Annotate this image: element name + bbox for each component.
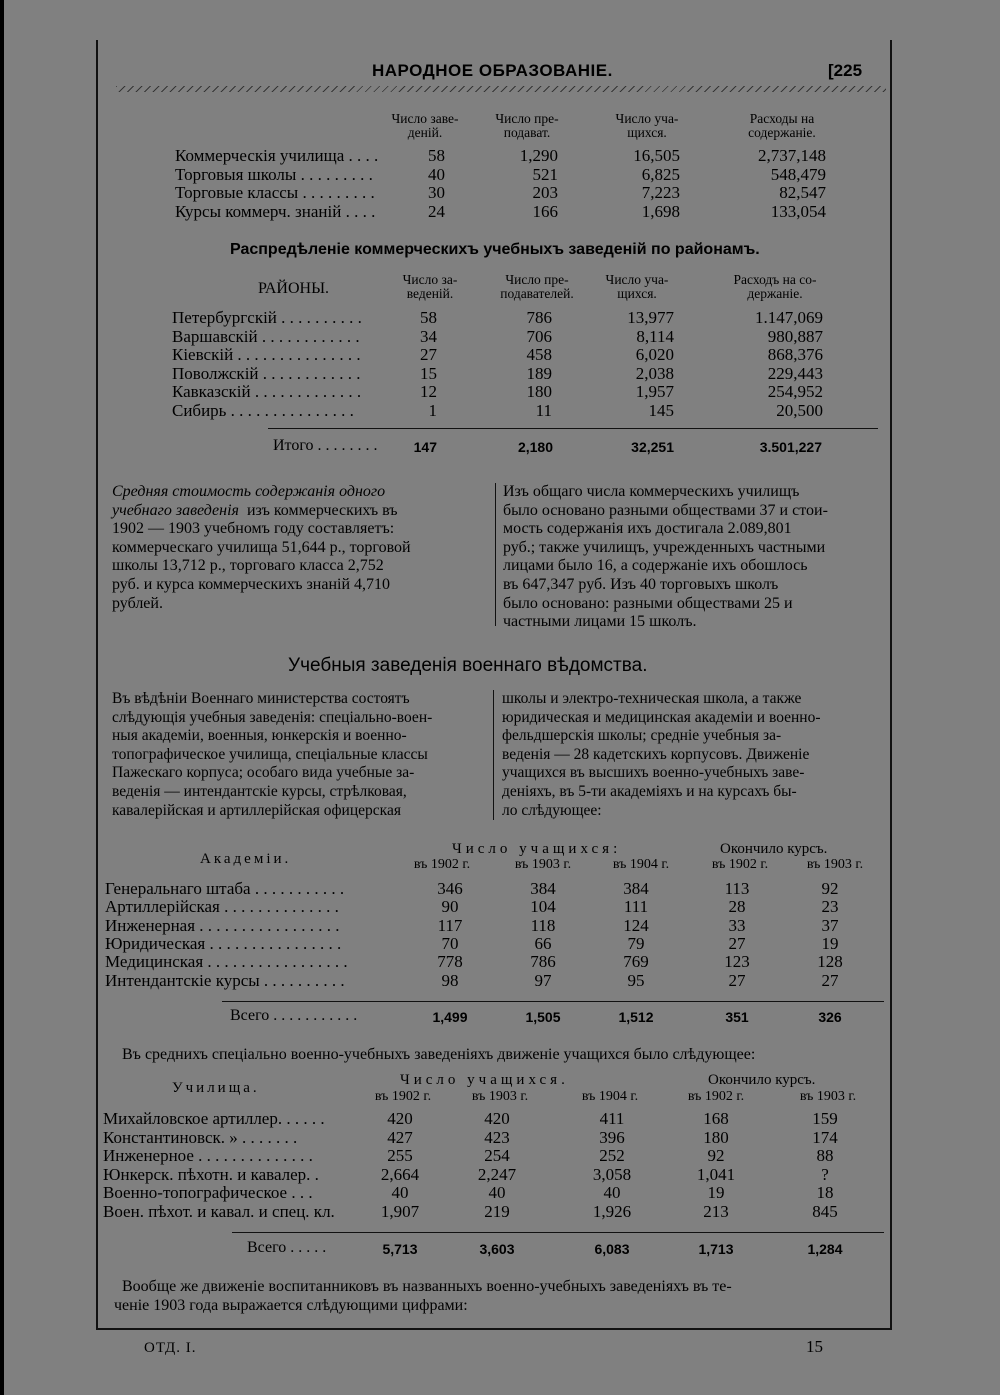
table-cell: 123 — [724, 952, 750, 972]
table-cell: 396 — [599, 1127, 625, 1147]
paragraph-line: ныя академіи, военныя, юнкерскія и военно- — [112, 727, 407, 745]
table-cell: 70 — [441, 933, 459, 953]
table-cell: 706 — [526, 326, 552, 346]
column-group-header: Число учащихся: — [452, 841, 622, 857]
paragraph-military-left — [112, 690, 490, 820]
table-cell: 458 — [526, 345, 552, 365]
table-cell: 33 — [728, 915, 746, 935]
table-cell: 19 — [707, 1183, 725, 1202]
total-label: Итого . . . . . . . . — [273, 437, 378, 454]
table-cell: 111 — [623, 897, 649, 917]
paragraph-line: мость содержанія ихъ достигала 2.089,801 — [503, 520, 792, 538]
paragraph-line: коммерческаго училища 51,644 р., торговой — [112, 538, 411, 556]
column-header: въ 1903 г. — [514, 857, 572, 872]
table-cell: 254 — [484, 1146, 510, 1165]
row-label: Военно-топографическое . . . — [103, 1183, 313, 1202]
total-cell: 1,512 — [618, 1009, 654, 1025]
table-cell: 521 — [532, 164, 558, 184]
table-cell: 1,907 — [380, 1201, 420, 1221]
header-ornament — [116, 86, 886, 92]
total-cell: 1,713 — [698, 1241, 734, 1257]
table-cell: 88 — [816, 1146, 834, 1165]
table-cell: 37 — [821, 915, 839, 935]
column-header: Число уча- щихся. — [605, 272, 669, 301]
paragraph-line: Въ вѣдѣніи Военнаго министерства состоятъ — [112, 690, 410, 707]
paragraph-line: ло слѣдующее: — [502, 801, 602, 819]
table-cell: 97 — [534, 970, 552, 990]
table-cell: 252 — [599, 1146, 625, 1165]
table-cell: 2,247 — [477, 1164, 517, 1184]
table-cell: 117 — [437, 915, 463, 935]
column-header: въ 1904 г. — [612, 857, 670, 872]
table-cell: 168 — [703, 1109, 729, 1128]
paragraph-line: кавалерійская и артиллерійская офицерская — [112, 801, 401, 819]
row-label: Инженерная . . . . . . . . . . . . . . . . . — [105, 915, 340, 935]
table-cell: 420 — [387, 1109, 413, 1128]
paragraph-line: веденія — 28 кадетскихъ корпусовъ. Движеніе — [502, 745, 810, 763]
paragraph-line: фельдшерскія школы; средніе учебныя за- — [502, 727, 782, 745]
column-header: въ 1903 г. — [471, 1089, 529, 1104]
table-cell: 58 — [428, 146, 445, 165]
table-cell: 1 — [428, 401, 437, 420]
table-cell: 19 — [821, 933, 839, 953]
table-cell: 118 — [530, 915, 556, 935]
table-cell: 124 — [623, 915, 649, 935]
table-cell: 66 — [534, 933, 552, 953]
paragraph-line: въ 647,347 руб. Изъ 40 торговыхъ школъ — [503, 575, 779, 593]
table-cell: 2,664 — [380, 1164, 420, 1184]
table-cell: 30 — [428, 183, 445, 202]
table-cell: 145 — [648, 401, 674, 420]
table-cell: 180 — [703, 1127, 729, 1147]
column-header: Число пре- подават. — [495, 111, 559, 140]
table-cell: 1,290 — [519, 146, 558, 165]
row-label: Торговые классы . . . . . . . . . — [175, 183, 375, 202]
table-cell: 18 — [816, 1183, 834, 1202]
paragraph-line: деніяхъ, въ 5-ти академіяхъ и на курсахъ бы- — [502, 782, 797, 800]
column-header: Число заве- деній. — [391, 111, 459, 140]
table-cell: 23 — [821, 897, 839, 917]
table-cell: 8,114 — [636, 326, 674, 346]
column-header: въ 1902 г. — [711, 857, 769, 872]
row-header: Училища. — [172, 1080, 260, 1096]
total-cell: 3.501,227 — [759, 439, 822, 455]
paragraph-line: Вообще же движеніе воспитанниковъ въ названныхъ военно-учебныхъ заведеніяхъ въ те- — [122, 1278, 732, 1295]
table-cell: 346 — [437, 879, 463, 898]
table-cell: 24 — [428, 201, 445, 221]
column-header: Расходъ на со- держаніе. — [733, 272, 817, 301]
table-cell: 34 — [420, 326, 437, 346]
column-header: въ 1902 г. — [374, 1089, 432, 1104]
table-cell: 133,054 — [770, 201, 826, 221]
paragraph-military-right — [502, 690, 886, 820]
total-rule — [268, 428, 878, 429]
district-table-title: Распредѣленіе коммерческихъ учебныхъ заведеній по районамъ. — [230, 241, 760, 258]
table-cell: 411 — [599, 1109, 625, 1128]
paragraph-line: изъ коммерческихъ въ — [246, 501, 398, 519]
paragraph-line: школы 13,712 р., торговаго класса 2,752 — [112, 557, 384, 575]
paragraph-line: лицами было 16, а содержаніе ихъ обошлось — [503, 557, 808, 575]
table-cell: 90 — [441, 897, 459, 917]
paragraph-line: было основано: разными обществами 25 и — [503, 594, 793, 612]
total-cell: 6,083 — [594, 1241, 630, 1257]
column-divider — [495, 483, 496, 626]
table-cell: 40 — [603, 1183, 621, 1202]
table-cell: 92 — [707, 1146, 725, 1165]
table-cell: 180 — [526, 382, 552, 402]
table-cell: 229,443 — [767, 363, 823, 383]
table-cell: 423 — [484, 1127, 510, 1147]
column-header: Расходы на содержаніе. — [748, 111, 816, 140]
table-cell: 82,547 — [779, 183, 826, 202]
table-cell: 11 — [535, 401, 552, 420]
table-cell: 2,038 — [635, 363, 674, 383]
paragraph-line: рублей. — [112, 594, 163, 612]
column-header: въ 1903 г. — [806, 857, 864, 872]
table-cell: 174 — [812, 1127, 838, 1147]
table-cell: 219 — [484, 1201, 510, 1221]
table-cell: 1,041 — [696, 1164, 736, 1184]
paragraph-line: веденія — интендантскіе курсы, стрѣлковая, — [112, 782, 407, 800]
table-cell: 980,887 — [767, 326, 823, 346]
row-label: Сибирь . . . . . . . . . . . . . . . — [172, 401, 354, 420]
column-divider — [493, 690, 494, 820]
row-label: Кавказскій . . . . . . . . . . . . . — [172, 382, 362, 402]
column-group-header: Окончило курсъ. — [720, 841, 828, 857]
table-cell: 27 — [821, 970, 839, 990]
total-cell: 351 — [725, 1009, 749, 1025]
table-cell: 20,500 — [776, 401, 823, 420]
footer-page-number: 15 — [806, 1337, 823, 1356]
paragraph-cost-lead-1: Средняя стоимость содержанія одного — [112, 483, 386, 500]
row-header: Академіи. — [200, 851, 292, 867]
page-number: [225 — [828, 61, 863, 80]
total-cell: 5,713 — [382, 1241, 418, 1257]
table-cell: 189 — [526, 363, 552, 383]
table-cell: 427 — [387, 1127, 413, 1147]
table-cell: 255 — [387, 1146, 413, 1165]
table-cell: 384 — [623, 879, 649, 898]
table-cell: 128 — [817, 952, 843, 972]
row-label: Петербургскій . . . . . . . . . . — [172, 308, 362, 327]
row-label: Генеральнаго штаба . . . . . . . . . . . — [105, 879, 345, 898]
paragraph-foundation — [503, 483, 885, 632]
table-cell: 28 — [728, 897, 746, 917]
table-cell: 203 — [532, 183, 558, 202]
row-header: РАЙОНЫ. — [258, 280, 330, 297]
paragraph-line: руб.; также училищъ, учрежденныхъ частными — [503, 538, 826, 556]
table-cell: 6,825 — [641, 164, 680, 184]
section-title-military: Учебныя заведенія военнаго вѣдомства. — [288, 655, 648, 676]
total-cell: 1,499 — [432, 1009, 468, 1025]
row-label: Интендантскіе курсы . . . . . . . . . . — [105, 970, 345, 990]
table-cell: 104 — [530, 897, 556, 917]
table-cell: 868,376 — [767, 345, 823, 365]
table-cell: 213 — [703, 1201, 729, 1221]
table-cell: 786 — [530, 952, 556, 972]
total-cell: 1,505 — [525, 1009, 561, 1025]
table-cell: 27 — [728, 933, 746, 953]
total-cell: 147 — [413, 439, 437, 455]
table-cell: 27 — [728, 970, 746, 990]
table-cell: 786 — [526, 308, 552, 327]
table-cell: 254,952 — [767, 382, 823, 402]
table-cell: 159 — [812, 1109, 838, 1128]
total-label: Всего . . . . . — [247, 1239, 327, 1256]
column-header: въ 1903 г. — [799, 1089, 857, 1104]
table-cell: 6,020 — [635, 345, 674, 365]
row-label: Медицинская . . . . . . . . . . . . . . . . . — [105, 952, 348, 972]
total-cell: 2,180 — [517, 439, 553, 455]
table-cell: 384 — [530, 879, 556, 898]
row-label: Юнкерск. пѣхотн. и кавалер. . — [103, 1164, 319, 1184]
table-cell: 7,223 — [641, 183, 680, 202]
table-cell: 113 — [724, 879, 750, 898]
row-label: Курсы коммерч. знаній . . . . — [175, 201, 376, 221]
row-label: Константиновск. » . . . . . . . — [103, 1127, 298, 1147]
paragraph-line: 1902 — 1903 учебномъ году составляетъ: — [112, 520, 395, 538]
row-label: Воен. пѣхот. и кавал. и спец. кл. — [103, 1201, 335, 1221]
paragraph-line: было основано разными обществами 37 и стои- — [503, 501, 828, 519]
row-label: Поволжскій . . . . . . . . . . . . — [172, 363, 361, 383]
total-rule — [232, 1232, 884, 1233]
table-cell: 40 — [391, 1183, 409, 1202]
column-header: Число пре- подавателей. — [500, 272, 574, 301]
table-cell: 92 — [821, 879, 839, 898]
paragraph-line: ченіе 1903 года выражается слѣдующими цифрами: — [114, 1296, 468, 1314]
table-cell: 16,505 — [633, 146, 680, 165]
paragraph-line: слѣдующія учебныя заведенія: спеціально-воен- — [112, 708, 433, 726]
paragraph-line: частными лицами 15 школъ. — [503, 613, 697, 631]
page-edge — [0, 0, 4, 1395]
total-cell: 32,251 — [631, 439, 674, 455]
column-header: Число за- веденій. — [402, 272, 458, 301]
table-cell: 58 — [420, 308, 437, 327]
column-group-header: Окончило курсъ. — [708, 1072, 816, 1088]
total-cell: 1,284 — [807, 1241, 843, 1257]
total-cell: 3,603 — [479, 1241, 515, 1257]
table-cell: ? — [821, 1164, 829, 1184]
table-cell: 769 — [623, 952, 649, 972]
table-cell: 40 — [428, 164, 445, 184]
paragraph-cost — [112, 483, 490, 613]
row-label: Михайловское артиллер. . . . . . — [103, 1109, 325, 1128]
row-label: Варшавскій . . . . . . . . . . . . — [172, 326, 360, 346]
table-cell: 79 — [627, 933, 645, 953]
footer-section: ОТД. I. — [144, 1340, 197, 1356]
table-cell: 12 — [420, 382, 437, 402]
table-cell: 15 — [420, 363, 437, 383]
table-cell: 1,698 — [641, 201, 680, 221]
column-header: въ 1904 г. — [581, 1089, 639, 1104]
table-cell: 95 — [627, 970, 645, 990]
table-cell: 40 — [488, 1183, 506, 1202]
row-label: Коммерческія училища . . . . — [175, 146, 379, 165]
table-cell: 420 — [484, 1109, 510, 1128]
row-label: Кіевскій . . . . . . . . . . . . . . . — [172, 345, 361, 365]
row-label: Инженерное . . . . . . . . . . . . . . — [103, 1146, 313, 1165]
paragraph-line: Изъ общаго числа коммерческихъ училищъ — [503, 483, 800, 500]
table-cell: 1,926 — [592, 1201, 632, 1221]
paragraph-line: руб. и курса коммерческихъ знаній 4,710 — [112, 575, 391, 593]
table-cell: 548,479 — [770, 164, 826, 184]
paragraph-line: Пажескаго корпуса; особаго вида учебные за- — [112, 764, 415, 782]
column-header: въ 1902 г. — [687, 1089, 745, 1104]
table-cell: 845 — [812, 1201, 838, 1221]
paragraph-cost-lead-2: учебнаго заведенія — [112, 501, 239, 519]
page-title: НАРОДНОЕ ОБРАЗОВАНІЕ. — [372, 61, 613, 80]
paragraph-line: юридическая и медицинская академіи и военно- — [502, 708, 821, 726]
paragraph-line: школы и электро-техническая школа, а также — [502, 690, 802, 707]
table-cell: 166 — [532, 201, 558, 221]
total-rule — [222, 1001, 884, 1002]
column-group-header: Число учащихся. — [400, 1072, 569, 1088]
table-cell: 98 — [441, 970, 459, 990]
row-label: Юридическая . . . . . . . . . . . . . . . . — [105, 933, 342, 953]
table-cell: 27 — [420, 345, 437, 365]
column-header: Число уча- щихся. — [615, 111, 679, 140]
paragraph-line: топографическое училища, спеціальные классы — [112, 745, 428, 763]
table-cell: 13,977 — [627, 308, 674, 327]
total-label: Всего . . . . . . . . . . . — [230, 1007, 358, 1024]
paragraph-line: учащихся въ высшихъ военно-учебныхъ заве- — [502, 764, 805, 782]
table-cell: 1.147,069 — [755, 308, 823, 327]
paragraph-final — [114, 1278, 882, 1315]
row-label: Артиллерійская . . . . . . . . . . . . . . — [105, 897, 339, 917]
table-cell: 778 — [437, 952, 463, 972]
column-header: въ 1902 г. — [413, 857, 471, 872]
secondary-schools-intro: Въ среднихъ спеціально военно-учебныхъ заведеніяхъ движеніе учащихся было слѣдующее: — [122, 1046, 756, 1063]
table-cell: 3,058 — [592, 1164, 632, 1184]
table-cell: 1,957 — [635, 382, 674, 402]
table-cell: 2,737,148 — [758, 146, 826, 165]
row-label: Торговыя школы . . . . . . . . . — [175, 164, 373, 184]
total-cell: 326 — [818, 1009, 842, 1025]
